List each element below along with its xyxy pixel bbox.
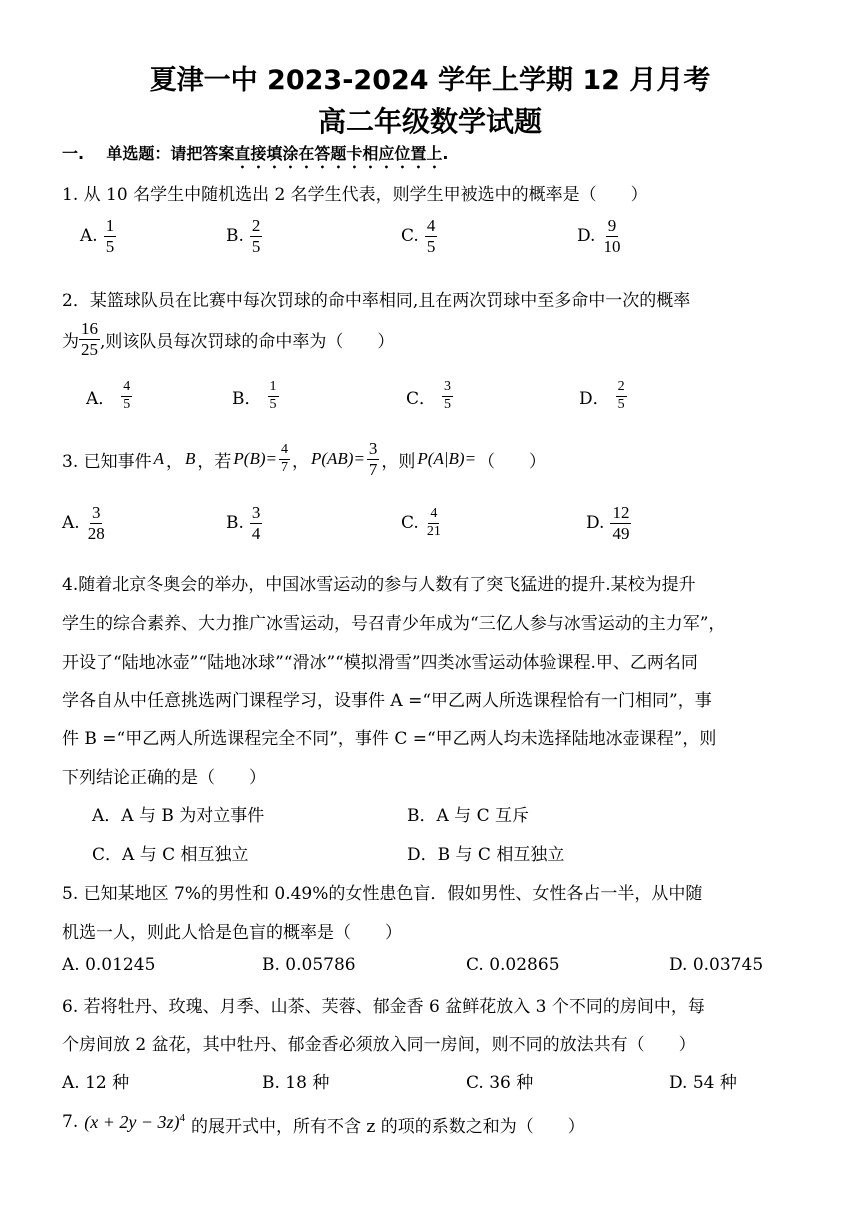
question-5-option-a[interactable]: A. 0.01245 xyxy=(62,955,156,975)
fraction: $\frac{12}{49}$ xyxy=(612,503,630,543)
question-6-option-d[interactable]: D. 54 种 xyxy=(669,1073,737,1093)
question-6-option-c[interactable]: C. 36 种 xyxy=(466,1073,534,1093)
question-6-line1: 6. 若将牡丹、玫瑰、月季、山茶、芙蓉、郁金香 6 盆鲜花放入 3 个不同的房间中，每 xyxy=(62,997,705,1017)
question-3-option-c[interactable]: C. $\frac{4}{21}$ xyxy=(401,506,441,539)
fraction: $\frac{2}{5}$ xyxy=(617,379,625,412)
question-4-line3: 开设了“陆地冰壶”“陆地冰球”“滑冰”“模拟滑雪”四类冰雪运动体验课程.甲、乙两名同 xyxy=(62,653,698,673)
question-2-stem-line1: 2．某篮球队员在比赛中每次罚球的命中率相同,且在两次罚球中至多命中一次的概率 xyxy=(62,291,691,311)
question-4-option-d[interactable]: D．B 与 C 相互独立 xyxy=(407,845,565,865)
fraction: $\frac{2}{5}$ xyxy=(251,216,261,256)
question-4-line6: 下列结论正确的是（ ） xyxy=(62,768,266,788)
fraction: $\frac{9}{10}$ xyxy=(603,216,621,256)
section-heading xyxy=(62,141,448,172)
fraction: $\frac{3}{7}$ xyxy=(368,439,378,479)
section-number: 一. xyxy=(62,144,85,163)
fraction: $\frac{3}{4}$ xyxy=(251,503,261,543)
exam-title: 夏津一中 2023-2024 学年上学期 12 月月考 xyxy=(149,65,711,96)
fraction: $\frac{3}{28}$ xyxy=(87,503,105,543)
question-1-option-c[interactable]: C. $\frac{4}{5}$ xyxy=(401,216,436,256)
question-6-option-a[interactable]: A. 12 种 xyxy=(62,1073,130,1093)
question-4-line5: 件 B =“甲乙两人所选课程完全不同”，事件 C =“甲乙两人均未选择陆地冰壶课程”，则 xyxy=(62,729,717,749)
question-2-option-a[interactable]: A． $\frac{4}{5}$ xyxy=(86,379,131,412)
question-5-option-c[interactable]: C. 0.02865 xyxy=(466,955,560,975)
question-7-stem: 7. $(x + 2y - 3z)^4$ 的展开式中，所有不含 z 的项的系数之和为（ ） xyxy=(62,1112,585,1137)
section-label-emphasis: 直接填涂在答题卡相应位置上 xyxy=(234,144,443,163)
fraction: $\frac{4}{21}$ xyxy=(426,506,441,539)
question-1-option-b[interactable]: B. $\frac{2}{5}$ xyxy=(226,216,261,256)
question-4-option-c[interactable]: C．A 与 C 相互独立 xyxy=(92,845,249,865)
question-5-option-b[interactable]: B. 0.05786 xyxy=(262,955,356,975)
question-3-option-a[interactable]: A. $\frac{3}{28}$ xyxy=(62,503,105,543)
question-5-line2: 机选一人，则此人恰是色盲的概率是（ ） xyxy=(62,923,402,943)
question-2-stem-line2: 为 $\frac{16}{25}$ ,则该队员每次罚球的命中率为（ ） xyxy=(62,319,395,359)
fraction: $\frac{4}{5}$ xyxy=(426,216,436,256)
question-5-line1: 5. 已知某地区 7%的男性和 0.49%的女性患色盲．假如男性、女性各占一半，从中随 xyxy=(62,884,703,904)
question-2-option-b[interactable]: B． $\frac{1}{5}$ xyxy=(232,379,277,412)
question-6-option-b[interactable]: B. 18 种 xyxy=(262,1073,330,1093)
polynomial-expression: $(x + 2y - 3z)^4$ xyxy=(84,1112,185,1132)
question-4-option-a[interactable]: A．A 与 B 为对立事件 xyxy=(92,806,265,826)
question-5-option-d[interactable]: D. 0.03745 xyxy=(669,955,764,975)
fraction: $\frac{16}{25}$ xyxy=(81,319,98,359)
fraction: $\frac{1}{5}$ xyxy=(269,379,277,412)
section-label-suffix: . xyxy=(442,144,449,163)
question-6-line2: 个房间放 2 盆花，其中牡丹、郁金香必须放入同一房间，则不同的放法共有（ ） xyxy=(62,1035,696,1055)
question-4-line1: 4.随着北京冬奥会的举办，中国冰雪运动的参与人数有了突飞猛进的提升.某校为提升 xyxy=(62,575,696,595)
question-3-option-d[interactable]: D. $\frac{12}{49}$ xyxy=(586,503,630,543)
question-1-option-d[interactable]: D. $\frac{9}{10}$ xyxy=(577,216,621,256)
question-4-line4: 学各自从中任意挑选两门课程学习，设事件 A =“甲乙两人所选课程恰有一门相同”，事 xyxy=(62,691,712,711)
question-3-option-b[interactable]: B. $\frac{3}{4}$ xyxy=(226,503,261,543)
fraction: $\frac{4}{5}$ xyxy=(123,379,131,412)
question-1-stem: 1. 从 10 名学生中随机选出 2 名学生代表，则学生甲被选中的概率是（ ） xyxy=(62,185,648,205)
question-4-option-b[interactable]: B．A 与 C 互斥 xyxy=(407,806,529,826)
section-label-prefix: 单选题：请把答案 xyxy=(106,144,235,163)
fraction: $\frac{3}{5}$ xyxy=(444,379,452,412)
question-4-line2: 学生的综合素养、大力推广冰雪运动，号召青少年成为“三亿人参与冰雪运动的主力军”， xyxy=(62,614,726,634)
question-3-stem: 3. 已知事件 A ， B ，若 P(B)= $\frac{4}{7}$ ， P(AB)= $\frac{3}{7}$ ，则 P(A|B)= （ ） xyxy=(62,439,547,479)
exam-subtitle: 高二年级数学试题 xyxy=(317,105,542,138)
question-2-option-d[interactable]: D． $\frac{2}{5}$ xyxy=(579,379,625,412)
question-1-option-a[interactable]: A. $\frac{1}{5}$ xyxy=(80,216,115,256)
fraction: $\frac{4}{7}$ xyxy=(280,442,288,475)
question-2-option-c[interactable]: C． $\frac{3}{5}$ xyxy=(406,379,452,412)
fraction: $\frac{1}{5}$ xyxy=(105,216,115,256)
